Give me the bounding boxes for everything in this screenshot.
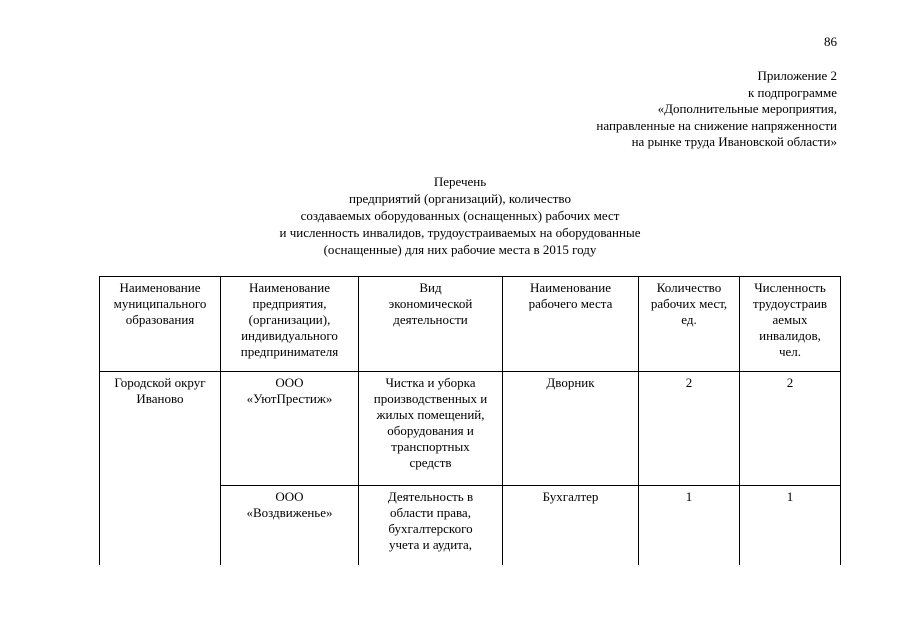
table-header-row — [100, 277, 841, 372]
document-title — [205, 173, 715, 258]
municipality-cell: Городской округ Иваново — [100, 372, 221, 566]
appendix-header — [417, 68, 837, 151]
header-count: Количество рабочих мест, ед. — [639, 277, 740, 372]
appendix-line: к подпрограмме — [747, 84, 837, 100]
header-municipality: Наименование муниципального образования — [100, 277, 221, 372]
header-workplace: Наименование рабочего места — [503, 277, 639, 372]
title-line: и численность инвалидов, трудоустраиваемых на оборудованные — [279, 225, 641, 240]
title-line: предприятий (организаций), количество — [349, 191, 571, 206]
header-activity: Вид экономической деятельности — [359, 277, 503, 372]
page-number: 86 — [824, 34, 837, 49]
activity-cell: Деятельность в области права, бухгалтерского учета и аудита, — [359, 486, 503, 566]
table-row — [100, 372, 841, 486]
enterprise-cell: ООО «УютПрестиж» — [221, 372, 359, 486]
title-line: Перечень — [433, 174, 487, 189]
title-line: создаваемых оборудованных (оснащенных) рабочих мест — [300, 208, 620, 223]
enterprises-table — [99, 276, 841, 565]
title-line: (оснащенные) для них рабочие места в 2015 году — [323, 242, 597, 257]
workplace-cell: Бухгалтер — [503, 486, 639, 566]
count-cell: 1 — [639, 486, 740, 566]
activity-cell: Чистка и уборка производственных и жилых помещений, оборудования и транспортных средств — [359, 372, 503, 486]
header-disabled: Численность трудоустраив аемых инвалидов, чел. — [740, 277, 841, 372]
enterprise-cell: ООО «Воздвиженье» — [221, 486, 359, 566]
disabled-cell: 1 — [740, 486, 841, 566]
appendix-line: «Дополнительные мероприятия, — [657, 101, 837, 116]
disabled-cell: 2 — [740, 372, 841, 486]
appendix-line: Приложение 2 — [757, 68, 837, 83]
count-cell: 2 — [639, 372, 740, 486]
workplace-cell: Дворник — [503, 372, 639, 486]
appendix-line: на рынке труда Ивановской области» — [631, 134, 837, 149]
header-enterprise: Наименование предприятия, (организации), индивидуального предпринимателя — [221, 277, 359, 372]
appendix-line: направленные на снижение напряженности — [596, 117, 837, 133]
